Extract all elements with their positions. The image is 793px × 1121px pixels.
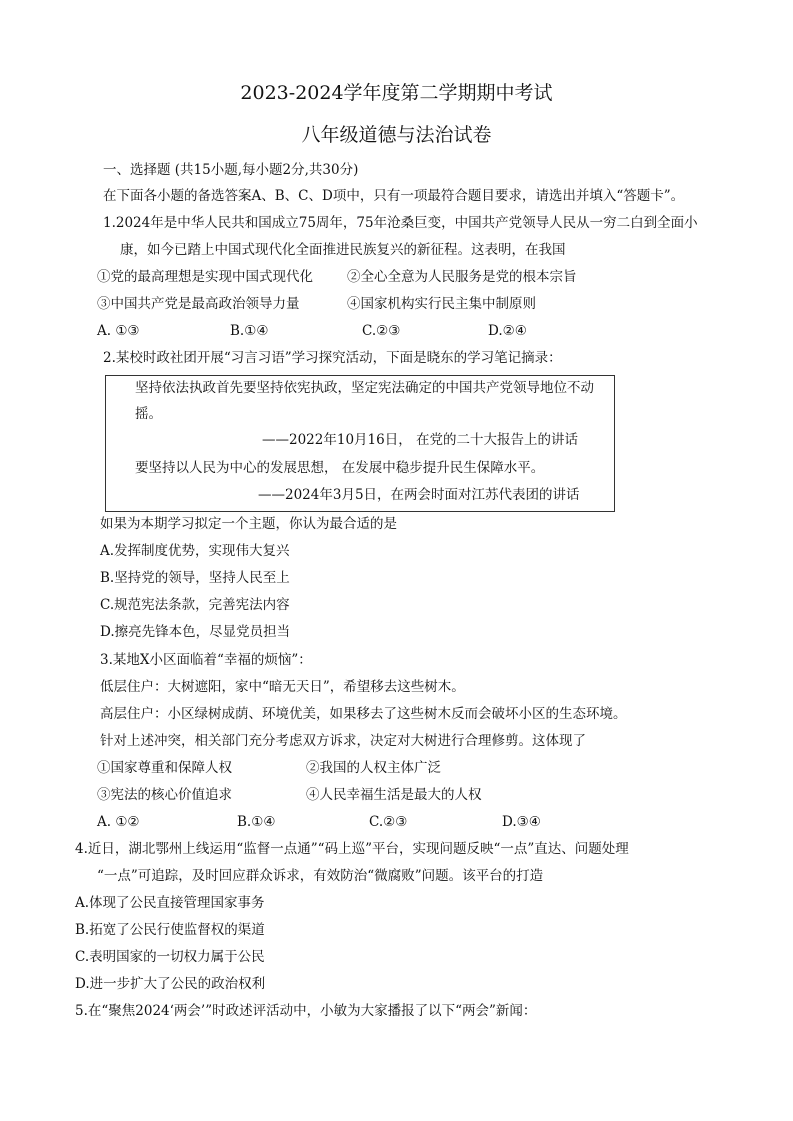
q1-stem-line2: 康，如今已踏上中国式现代化全面推进民族复兴的新征程。这表明，在我国 bbox=[120, 242, 566, 258]
q3-item-1: ①国家尊重和保障人权 bbox=[97, 760, 232, 776]
q3-option-a: A. ①② bbox=[97, 814, 140, 830]
q3-action: 针对上述冲突，相关部门充分考虑双方诉求，决定对大树进行合理修剪。这体现了 bbox=[100, 733, 586, 749]
q3-high-residents: 高层住户：小区绿树成荫、环境优美，如果移去了这些树木反而会破坏小区的生态环境。 bbox=[100, 706, 627, 722]
q2-option-c: C.规范宪法条款，完善宪法内容 bbox=[100, 597, 290, 613]
quote1-line2: 摇。 bbox=[135, 406, 162, 422]
q4-option-b: B.拓宽了公民行使监督权的渠道 bbox=[75, 922, 265, 938]
q1-item-2: ②全心全意为人民服务是党的根本宗旨 bbox=[347, 269, 577, 285]
quote2-source: ——2024年3月5日，在两会时面对江苏代表团的讲话 bbox=[258, 487, 580, 503]
q2-question: 如果为本期学习拟定一个主题，你认为最合适的是 bbox=[100, 516, 397, 532]
section-instruction: 在下面各小题的备选答案A、B、C、D项中，只有一项最符合题目要求，请选出并填入“答题卡”。 bbox=[103, 188, 685, 204]
section-heading: 一、选择题 (共15小题,每小题2分,共30分) bbox=[103, 162, 359, 178]
q2-stem: 2.某校时政社团开展“习言习语”学习探究活动，下面是晓东的学习笔记摘录： bbox=[103, 350, 562, 366]
q4-stem-line2: “一点”可追踪，及时回应群众诉求，有效防治“微腐败”问题。该平台的打造 bbox=[97, 868, 544, 884]
q1-option-d: D.②④ bbox=[488, 323, 527, 339]
q5-stem: 5.在“聚焦2024‘两会’”时政述评活动中，小敏为大家播报了以下“两会”新闻： bbox=[75, 1003, 537, 1019]
q3-option-c: C.②③ bbox=[369, 814, 408, 830]
q3-low-residents: 低层住户：大树遮阳，家中“暗无天日”，希望移去这些树木。 bbox=[100, 679, 465, 695]
q2-option-d: D.擦亮先锋本色，尽显党员担当 bbox=[100, 624, 291, 640]
q2-option-b: B.坚持党的领导，坚持人民至上 bbox=[100, 570, 290, 586]
q2-option-a: A.发挥制度优势，实现伟大复兴 bbox=[100, 543, 290, 559]
q1-option-c: C.②③ bbox=[362, 323, 401, 339]
q1-item-1: ①党的最高理想是实现中国式现代化 bbox=[97, 269, 313, 285]
q3-option-b: B.①④ bbox=[237, 814, 276, 830]
quote2: 要坚持以人民为中心的发展思想， 在发展中稳步提升民生保障水平。 bbox=[135, 460, 545, 476]
quote1-source: ——2022年10月16日， 在党的二十大报告上的讲话 bbox=[262, 432, 579, 448]
q4-option-d: D.进一步扩大了公民的政治权利 bbox=[75, 976, 266, 992]
exam-subtitle: 八年级道德与法治试卷 bbox=[301, 124, 492, 146]
q1-option-a: A. ①③ bbox=[97, 323, 140, 339]
q3-stem: 3.某地X小区面临着“幸福的烦恼”： bbox=[100, 652, 312, 668]
q1-stem-line1: 1.2024年是中华人民共和国成立75周年，75年沧桑巨变，中国共产党领导人民从一穷二白到全面小 bbox=[103, 215, 698, 231]
q1-item-3: ③中国共产党是最高政治领导力量 bbox=[97, 296, 300, 312]
q3-option-d: D.③④ bbox=[502, 814, 541, 830]
q3-item-2: ②我国的人权主体广泛 bbox=[306, 760, 441, 776]
exam-title: 2023-2024学年度第二学期期中考试 bbox=[240, 82, 553, 104]
q4-option-c: C.表明国家的一切权力属于公民 bbox=[75, 949, 265, 965]
q4-option-a: A.体现了公民直接管理国家事务 bbox=[75, 895, 265, 911]
quote1-line1: 坚持依法执政首先要坚持依宪执政，坚定宪法确定的中国共产党领导地位不动 bbox=[135, 380, 594, 396]
q1-item-4: ④国家机构实行民主集中制原则 bbox=[347, 296, 536, 312]
q4-stem-line1: 4.近日，湖北鄂州上线运用“监督一点通”“码上巡”平台，实现问题反映“一点”直达、问题处理 bbox=[75, 841, 629, 857]
q3-item-4: ④人民幸福生活是最大的人权 bbox=[306, 787, 482, 803]
q3-item-3: ③宪法的核心价值追求 bbox=[97, 787, 232, 803]
q1-option-b: B.①④ bbox=[230, 323, 269, 339]
